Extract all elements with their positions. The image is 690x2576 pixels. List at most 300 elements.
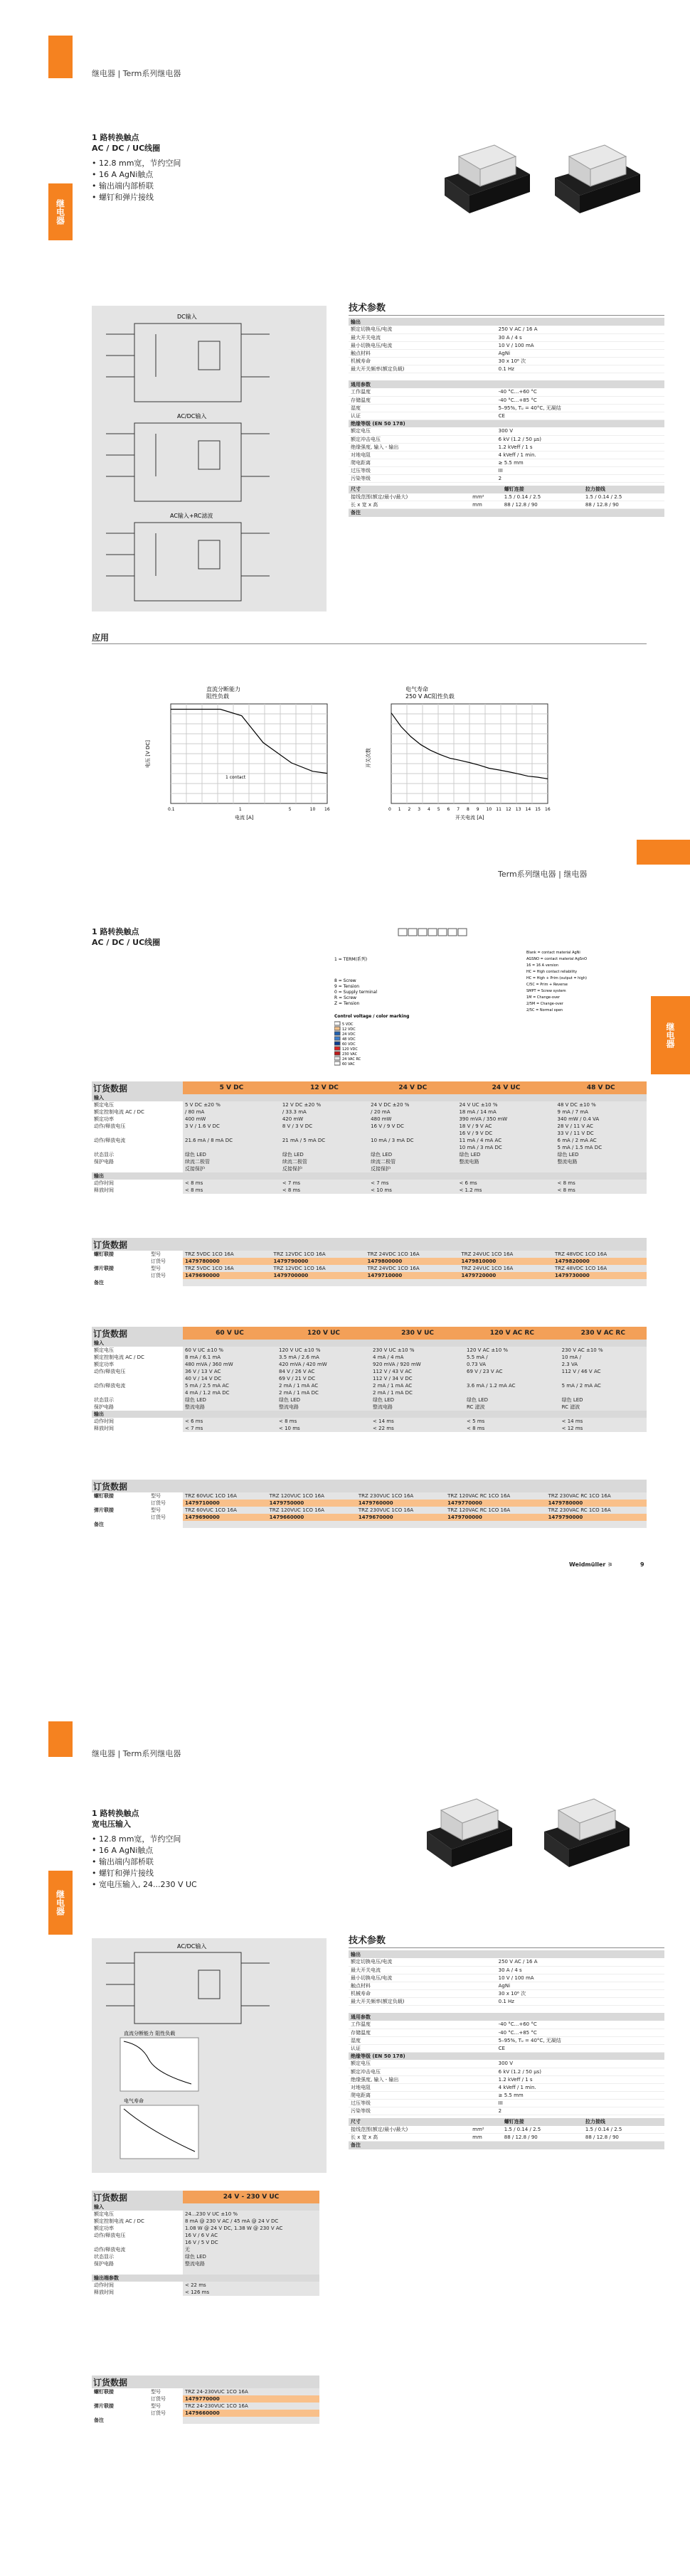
order-value: 120 V AC ±10 % bbox=[465, 1347, 560, 1354]
order-row bbox=[92, 1158, 647, 1165]
order-value: 18 V / 9 V AC bbox=[457, 1123, 555, 1130]
tech-row bbox=[349, 1966, 664, 1974]
heading-input: 宽电压输入 bbox=[92, 1819, 131, 1829]
order-row bbox=[92, 1389, 647, 1396]
order-value bbox=[183, 1340, 277, 1347]
order-title: 订货数据 bbox=[92, 2375, 319, 2388]
order-row bbox=[92, 1411, 647, 1418]
order-value: 69 V / 21 V DC bbox=[277, 1375, 371, 1382]
order-row bbox=[92, 2395, 319, 2403]
dim-unit: mm bbox=[470, 2134, 502, 2142]
dim-value: 1.5 / 0.14 / 2.5 bbox=[502, 493, 583, 501]
order-value: 33 V / 11 V DC bbox=[556, 1130, 647, 1137]
order-value: 绿色 LED bbox=[277, 1396, 371, 1404]
order-value: TRZ 24VDC 1CO 16A bbox=[366, 1251, 460, 1258]
tech-value: 0.1 Hz bbox=[497, 1997, 664, 2005]
order-row bbox=[92, 1165, 647, 1172]
tech-label: 最小切换电压/电流 bbox=[349, 1974, 497, 1982]
order-value: TRZ 24-230VUC 1CO 16A bbox=[183, 2388, 319, 2395]
technical-data-panel bbox=[349, 1933, 664, 2149]
order-value: 8 mA @ 230 V AC / 45 mA @ 24 V DC bbox=[183, 2218, 319, 2225]
page-2 bbox=[0, 840, 690, 1721]
diagram-label: AC/DC输入 bbox=[177, 1943, 207, 1950]
order-value: < 12 ms bbox=[560, 1425, 647, 1432]
code-label: 0 = Supply terminal bbox=[334, 990, 378, 995]
order-header-row bbox=[92, 1480, 647, 1492]
tech-value bbox=[497, 1950, 664, 1958]
order-col-header: 48 V DC bbox=[556, 1081, 647, 1094]
order-value bbox=[183, 2203, 319, 2211]
order-value: < 8 ms bbox=[556, 1187, 647, 1194]
order-row bbox=[92, 1340, 647, 1347]
color-label: 230 VAC bbox=[342, 1052, 358, 1057]
order-value: 绿色 LED bbox=[457, 1151, 555, 1158]
order-value: 10 mA / 3 mA DC bbox=[457, 1144, 555, 1151]
order-row bbox=[92, 1130, 647, 1137]
tech-value: 4 kVeff / 1 min. bbox=[497, 451, 664, 459]
order-row bbox=[92, 1425, 647, 1432]
tech-value: 10 V / 100 mA bbox=[497, 1974, 664, 1982]
x-tick-label: 4 bbox=[428, 807, 430, 812]
dim-col-screw: 螺钉连接 bbox=[502, 486, 583, 493]
tech-row bbox=[349, 451, 664, 459]
order-value: 1479790000 bbox=[546, 1514, 647, 1521]
heading-contact: 1 路转换触点 bbox=[92, 1809, 139, 1818]
order-data-table-2 bbox=[92, 1327, 647, 1432]
order-label: 输入 bbox=[92, 1094, 183, 1101]
order-value: 112 V / 34 V DC bbox=[371, 1375, 465, 1382]
color-label: 120 VDC bbox=[342, 1047, 358, 1052]
connection-type: 螺钉联接 bbox=[94, 1251, 114, 1257]
order-value bbox=[371, 1340, 465, 1347]
order-value bbox=[368, 1144, 457, 1151]
order-field bbox=[149, 2417, 183, 2424]
order-label: 额定电压 bbox=[94, 1347, 114, 1353]
order-field: 订货号 bbox=[151, 1500, 166, 1506]
dim-unit: mm² bbox=[470, 493, 502, 501]
dim-head: 尺寸 bbox=[349, 2118, 470, 2126]
dim-value: 88 / 12.8 / 90 bbox=[583, 2134, 664, 2142]
tech-table bbox=[349, 318, 664, 483]
order-row bbox=[92, 1418, 647, 1425]
order-value: 整流电路 bbox=[277, 1404, 371, 1411]
order-row bbox=[92, 1500, 647, 1507]
order-value: 16 V / 6 V AC bbox=[183, 2232, 319, 2239]
order-number-table-3 bbox=[92, 2375, 319, 2424]
order-row bbox=[92, 1347, 647, 1354]
order-value: < 14 ms bbox=[560, 1418, 647, 1425]
order-value: 1479670000 bbox=[356, 1514, 445, 1521]
order-value: 24...230 V UC ±10 % bbox=[183, 2211, 319, 2218]
tech-row bbox=[349, 466, 664, 474]
wiring-diagram bbox=[92, 306, 327, 611]
color-swatch bbox=[334, 1057, 340, 1060]
order-value: 21.6 mA / 8 mA DC bbox=[183, 1137, 280, 1144]
order-label: 释放时间 bbox=[94, 1426, 114, 1431]
order-label: 动作时间 bbox=[94, 1418, 114, 1424]
order-value: 1479810000 bbox=[459, 1258, 553, 1265]
order-value: 1479730000 bbox=[553, 1272, 647, 1279]
tech-row bbox=[349, 1958, 664, 1966]
order-value: 28 V / 11 V AC bbox=[556, 1123, 647, 1130]
chart-title-line: 电气寿命 bbox=[405, 686, 428, 693]
connection-type: 备注 bbox=[94, 1280, 104, 1286]
tech-row bbox=[349, 326, 664, 333]
order-row bbox=[92, 1258, 647, 1265]
order-value: 112 V / 43 V AC bbox=[371, 1368, 465, 1375]
color-label: 60 VAC bbox=[342, 1062, 355, 1067]
order-value bbox=[277, 1340, 371, 1347]
order-title: 订货数据 bbox=[92, 1238, 647, 1251]
order-value: 8 mA / 6.1 mA bbox=[183, 1354, 277, 1361]
order-label: 动作/释放电流 bbox=[94, 1383, 126, 1389]
order-value: 2 mA / 1 mA DC bbox=[371, 1389, 465, 1396]
order-value bbox=[183, 1521, 267, 1528]
order-value bbox=[445, 1521, 546, 1528]
tech-row bbox=[349, 1997, 664, 2005]
order-value: 1479780000 bbox=[183, 1258, 272, 1265]
tech-value: 30 A / 4 s bbox=[497, 1966, 664, 1974]
order-value: < 6 ms bbox=[457, 1180, 555, 1187]
order-row bbox=[92, 1354, 647, 1361]
code-option: 16 = 16 A version bbox=[526, 963, 559, 968]
order-value: < 6 ms bbox=[183, 1418, 277, 1425]
dim-value: 88 / 12.8 / 90 bbox=[502, 2134, 583, 2142]
order-value: 16 V / 5 V DC bbox=[183, 2239, 319, 2246]
order-field: 订货号 bbox=[151, 1258, 166, 1264]
order-value: TRZ 24VUC 1CO 16A bbox=[459, 1265, 553, 1272]
tech-row bbox=[349, 365, 664, 373]
features-block bbox=[92, 132, 181, 203]
order-row bbox=[92, 1404, 647, 1411]
order-value: 1479800000 bbox=[366, 1258, 460, 1265]
chart-title-line: 直流分断能力 bbox=[206, 686, 240, 693]
x-tick-label: 16 bbox=[324, 807, 330, 812]
electrical-life-chart bbox=[363, 683, 576, 832]
order-value bbox=[183, 2275, 319, 2282]
order-value bbox=[465, 1375, 560, 1382]
x-tick-label: 1 bbox=[398, 807, 401, 812]
page-number: 9 bbox=[640, 1561, 644, 1568]
order-value: 40 V / 14 V DC bbox=[183, 1375, 277, 1382]
order-value bbox=[457, 1094, 555, 1101]
tech-value: 250 V AC / 16 A bbox=[497, 326, 664, 333]
order-value bbox=[183, 1411, 277, 1418]
tech-row bbox=[349, 2060, 664, 2068]
order-value bbox=[183, 1144, 280, 1151]
feature-item: • 输出端内部桥联 bbox=[92, 181, 181, 192]
order-value: / 80 mA bbox=[183, 1108, 280, 1116]
order-value: < 10 ms bbox=[277, 1425, 371, 1432]
order-value: TRZ 230VAC RC 1CO 16A bbox=[546, 1492, 647, 1500]
order-label: 额定功率 bbox=[94, 1362, 114, 1367]
order-row bbox=[92, 1279, 647, 1286]
order-value: 36 V / 13 V AC bbox=[183, 1368, 277, 1375]
dc-breaking-capacity-chart bbox=[142, 683, 356, 832]
tech-value: 250 V AC / 16 A bbox=[497, 1958, 664, 1966]
heading-contact: 1 路转换触点 bbox=[92, 133, 139, 142]
tech-row bbox=[349, 2091, 664, 2099]
tech-row bbox=[349, 443, 664, 451]
order-value: < 7 ms bbox=[280, 1180, 368, 1187]
code-option: HC = High contact reliability bbox=[526, 970, 578, 974]
tech-label: 绝缘强度, 输入 - 输出 bbox=[349, 2075, 497, 2083]
order-value: 反接保护 bbox=[368, 1165, 457, 1172]
order-row bbox=[92, 1265, 647, 1272]
color-swatch bbox=[334, 1052, 340, 1055]
tech-value: 300 V bbox=[497, 2060, 664, 2068]
order-value: 390 mVA / 350 mW bbox=[457, 1116, 555, 1123]
order-col-header: 60 V UC bbox=[183, 1327, 277, 1340]
connection-type: 螺钉联接 bbox=[94, 1493, 114, 1499]
order-row bbox=[92, 2388, 319, 2395]
dim-value: 88 / 12.8 / 90 bbox=[583, 501, 664, 509]
order-value: < 7 ms bbox=[183, 1425, 277, 1432]
order-label: 动作/释放电压 bbox=[94, 2233, 126, 2238]
tech-title: 技术参数 bbox=[349, 300, 664, 316]
tech-value: CE bbox=[497, 412, 664, 419]
tech-row bbox=[349, 2005, 664, 2013]
tech-label: 机械寿命 bbox=[349, 1989, 497, 1997]
order-value: 1.08 W @ 24 V DC, 1.38 W @ 230 V AC bbox=[183, 2225, 319, 2232]
tech-label: 工作温度 bbox=[349, 2021, 497, 2029]
tech-value: 2 bbox=[497, 2107, 664, 2115]
tech-value bbox=[497, 419, 664, 427]
order-value: 反接保护 bbox=[183, 1165, 280, 1172]
order-label: 输出 bbox=[92, 1172, 183, 1180]
dimension-table bbox=[349, 486, 664, 517]
chart-title-line: 250 V AC阻性负载 bbox=[405, 693, 455, 700]
feature-item: • 螺钉和弹片接线 bbox=[92, 192, 181, 203]
order-value bbox=[183, 1130, 280, 1137]
order-value: 1479700000 bbox=[445, 1514, 546, 1521]
order-value: 1479820000 bbox=[553, 1258, 647, 1265]
order-value: 5 mA / 1.5 mA DC bbox=[556, 1144, 647, 1151]
connection-type bbox=[92, 1258, 149, 1265]
tech-row bbox=[349, 349, 664, 357]
code-option: HC = High + Prim (output = high) bbox=[526, 976, 587, 980]
code-label: Z = Tension bbox=[334, 1001, 360, 1006]
order-value: TRZ 60VUC 1CO 16A bbox=[183, 1507, 267, 1514]
order-value: 1479690000 bbox=[183, 1514, 267, 1521]
tech-value: III bbox=[497, 466, 664, 474]
tech-row bbox=[349, 459, 664, 466]
order-value: 340 mW / 0.4 VA bbox=[556, 1116, 647, 1123]
page-header: 继电器 | Term系列继电器 bbox=[92, 1749, 181, 1758]
order-value: 1479690000 bbox=[183, 1272, 272, 1279]
order-field: 订货号 bbox=[151, 1514, 166, 1520]
dim-value: 88 / 12.8 / 90 bbox=[502, 501, 583, 509]
order-value: 920 mVA / 920 mW bbox=[371, 1361, 465, 1368]
order-field: 订货号 bbox=[151, 2410, 166, 2416]
order-number-table-1 bbox=[92, 1238, 647, 1286]
x-tick-label: 13 bbox=[515, 807, 521, 812]
order-value: 2.3 VA bbox=[560, 1361, 647, 1368]
order-value: 12 V DC ±20 % bbox=[280, 1101, 368, 1108]
order-value: 续流二极管 bbox=[368, 1158, 457, 1165]
order-row bbox=[92, 2203, 319, 2211]
order-value bbox=[280, 1094, 368, 1101]
order-value: 绿色 LED bbox=[183, 1396, 277, 1404]
order-value: 24 V DC ±20 % bbox=[368, 1101, 457, 1108]
order-label: 状态显示 bbox=[94, 1152, 114, 1158]
order-label: 动作时间 bbox=[94, 1180, 114, 1186]
tech-value: 4 kVeff / 1 min. bbox=[497, 2083, 664, 2091]
order-value: 400 mW bbox=[183, 1116, 280, 1123]
order-title: 订货数据 bbox=[92, 1327, 183, 1340]
order-row bbox=[92, 2417, 319, 2424]
tech-label: 额定切换电压/电流 bbox=[349, 326, 497, 333]
order-value: TRZ 48VDC 1CO 16A bbox=[553, 1251, 647, 1258]
tech-value: 2 bbox=[497, 474, 664, 482]
mini-chart-title: 直流分断能力 阻性负载 bbox=[124, 2031, 176, 2036]
x-axis-label: 电流 [A] bbox=[235, 815, 254, 821]
tech-row bbox=[349, 474, 664, 482]
tech-row bbox=[349, 2075, 664, 2083]
tech-value bbox=[497, 380, 664, 388]
order-value: 480 mVA / 360 mW bbox=[183, 1361, 277, 1368]
order-title: 订货数据 bbox=[92, 2191, 183, 2203]
tech-row bbox=[349, 357, 664, 365]
order-value: 1479710000 bbox=[366, 1272, 460, 1279]
note-row: 备注 bbox=[349, 2142, 664, 2149]
order-label: 输入 bbox=[92, 1340, 183, 1347]
order-label: 释放时间 bbox=[94, 2289, 114, 2295]
wiring-diagram-panel bbox=[92, 306, 327, 611]
tech-value: -40 °C...+85 °C bbox=[497, 2029, 664, 2036]
order-label: 动作/释放电流 bbox=[94, 1138, 126, 1143]
order-value: < 8 ms bbox=[277, 1418, 371, 1425]
tech-label: 爬电距离 bbox=[349, 459, 497, 466]
order-row bbox=[92, 1094, 647, 1101]
feature-item: • 输出端内部桥联 bbox=[92, 1856, 197, 1868]
order-value: 16 V / 9 V DC bbox=[368, 1123, 457, 1130]
dim-col-tension: 拉力接线 bbox=[583, 2118, 664, 2126]
tech-value: 30 x 10⁶ 次 bbox=[497, 357, 664, 365]
x-tick-label: 9 bbox=[476, 807, 479, 812]
diagram-label-dc: DC输入 bbox=[177, 314, 197, 320]
dim-row-label: 长 x 宽 x 高 bbox=[349, 501, 470, 509]
order-label bbox=[92, 1144, 183, 1151]
x-tick-label: 3 bbox=[418, 807, 421, 812]
x-tick-label: 0 bbox=[388, 807, 391, 812]
color-swatch bbox=[334, 1027, 340, 1030]
order-value bbox=[183, 2267, 319, 2275]
tech-row bbox=[349, 412, 664, 419]
y-axis-label: 开关次数 bbox=[366, 748, 371, 768]
chart-title bbox=[405, 685, 455, 700]
order-value: < 1.2 ms bbox=[457, 1187, 555, 1194]
order-value: 无 bbox=[183, 2246, 319, 2253]
section-tab: 继电器 bbox=[48, 1871, 73, 1935]
tech-row bbox=[349, 1974, 664, 1982]
x-tick-label: 14 bbox=[525, 807, 531, 812]
order-value: < 8 ms bbox=[280, 1187, 368, 1194]
order-row bbox=[92, 1187, 647, 1194]
heading-coil: AC / DC / UC线圈 bbox=[92, 938, 161, 947]
code-option: 2/5M = Change-over bbox=[526, 1002, 563, 1006]
tech-label: 湿度 bbox=[349, 404, 497, 412]
tech-label: 额定冲击电压 bbox=[349, 2068, 497, 2075]
order-label bbox=[92, 1375, 183, 1382]
type-code-diagram bbox=[334, 925, 647, 1067]
feature-item: • 12.8 mm宽，节约空间 bbox=[92, 1834, 197, 1845]
mini-chart-title: 电气寿命 bbox=[124, 2098, 144, 2104]
tech-row bbox=[349, 2029, 664, 2036]
order-col-header: 24 V DC bbox=[368, 1081, 457, 1094]
tech-value: 5–95%, Tᵤ = 40°C, 无凝结 bbox=[497, 2036, 664, 2044]
order-value: 24 V UC ±10 % bbox=[457, 1101, 555, 1108]
order-label: 动作/释放电压 bbox=[94, 1369, 126, 1374]
tech-row bbox=[349, 2044, 664, 2052]
dim-head: 尺寸 bbox=[349, 486, 470, 493]
tech-value: 30 A / 4 s bbox=[497, 333, 664, 341]
order-value: 1479790000 bbox=[272, 1258, 366, 1265]
tech-label: 输出 bbox=[349, 318, 497, 326]
color-swatch bbox=[334, 1032, 340, 1035]
order-value: TRZ 5VDC 1CO 16A bbox=[183, 1265, 272, 1272]
connection-type: 备注 bbox=[94, 1522, 104, 1527]
orange-tab-right bbox=[637, 840, 690, 865]
order-row bbox=[92, 2403, 319, 2410]
order-value: 反接保护 bbox=[280, 1165, 368, 1172]
tech-label: 额定冲击电压 bbox=[349, 435, 497, 443]
order-value: 绿色 LED bbox=[556, 1151, 647, 1158]
diagram-label-ac-rc: AC输入+RC滤波 bbox=[170, 513, 213, 519]
order-value bbox=[459, 1279, 553, 1286]
x-tick-label: 2 bbox=[408, 807, 411, 812]
order-col-header: 24 V UC bbox=[457, 1081, 555, 1094]
order-value bbox=[553, 1279, 647, 1286]
order-value bbox=[560, 1375, 647, 1382]
tech-label: 过压等级 bbox=[349, 466, 497, 474]
order-value bbox=[368, 1130, 457, 1137]
order-value: / 33.3 mA bbox=[280, 1108, 368, 1116]
order-value bbox=[457, 1172, 555, 1180]
order-value: < 22 ms bbox=[371, 1425, 465, 1432]
order-title: 订货数据 bbox=[92, 1081, 183, 1094]
order-value: 120 V UC ±10 % bbox=[277, 1347, 371, 1354]
x-tick-label: 8 bbox=[467, 807, 469, 812]
dim-unit: mm² bbox=[470, 2126, 502, 2134]
order-value: 1479760000 bbox=[356, 1500, 445, 1507]
tech-value: 5–95%, Tᵤ = 40°C, 无凝结 bbox=[497, 404, 664, 412]
order-value bbox=[465, 1340, 560, 1347]
order-value: 1479660000 bbox=[267, 1514, 356, 1521]
tech-value: 1.2 kVeff / 1 s bbox=[497, 443, 664, 451]
color-label: 5 VDC bbox=[342, 1022, 354, 1027]
x-tick-label: 1 bbox=[238, 807, 242, 812]
wiring-diagram-panel bbox=[92, 1938, 327, 2173]
order-value: 1479710000 bbox=[183, 1500, 267, 1507]
order-value: RC 滤波 bbox=[560, 1404, 647, 1411]
order-value: 0.73 VA bbox=[465, 1361, 560, 1368]
order-number-table-2 bbox=[92, 1480, 647, 1528]
order-value: 84 V / 26 V AC bbox=[277, 1368, 371, 1375]
code-option: 1M = Change-over bbox=[526, 995, 561, 1000]
orange-tab-top bbox=[48, 36, 73, 78]
order-row bbox=[92, 2218, 319, 2225]
code-label: R = Screw bbox=[334, 995, 357, 1000]
order-row bbox=[92, 1368, 647, 1375]
order-field: 型号 bbox=[151, 1493, 161, 1499]
tech-label: 对地电阻 bbox=[349, 451, 497, 459]
tech-value: III bbox=[497, 2099, 664, 2107]
tech-label: 最小切换电压/电流 bbox=[349, 341, 497, 349]
feature-item: • 宽电压输入, 24...230 V UC bbox=[92, 1879, 197, 1891]
relay-product-image-tension bbox=[537, 1789, 637, 1871]
order-value: 3.6 mA / 1.2 mA AC bbox=[465, 1382, 560, 1389]
